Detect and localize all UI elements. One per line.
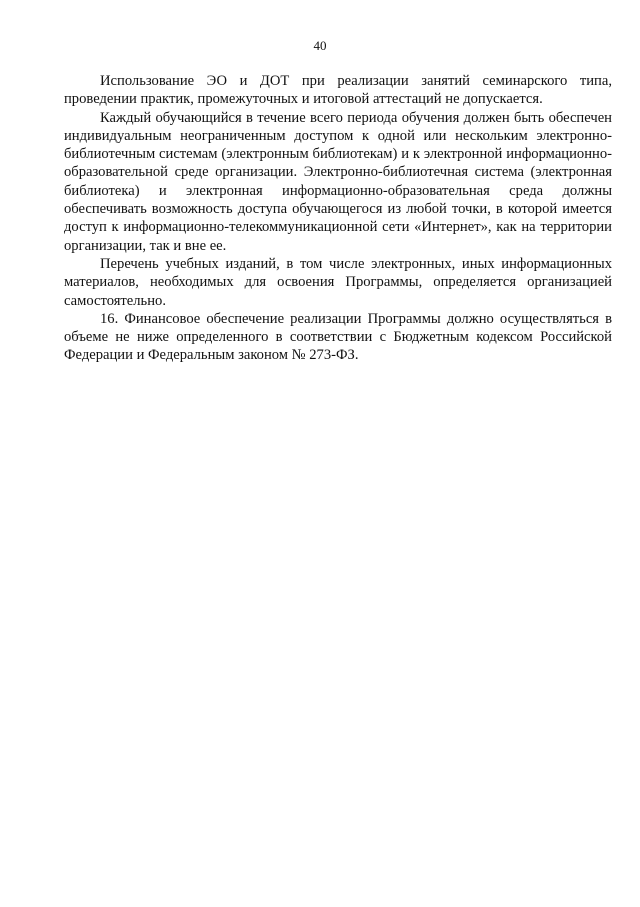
page-number: 40 [313, 38, 327, 53]
paragraph-financial-support: 16. Финансовое обеспечение реализации Программы должно осуществляться в объеме не ниже определенного в соответствии с Бюджетным кодексом Российской Федерации и Федеральным законом № 273-ФЗ. [64, 310, 612, 364]
paragraph-eo-dot-restriction: Использование ЭО и ДОТ при реализации занятий семинарского типа, проведении практик, промежуточных и итоговой аттестаций не допускается. [64, 73, 612, 108]
paragraph-educational-materials: Перечень учебных изданий, в том числе электронных, иных информационных материалов, необходимых для освоения Программы, определяется организацией самостоятельно. [64, 255, 612, 309]
paragraph-library-access: Каждый обучающийся в течение всего периода обучения должен быть обеспечен индивидуальным неограниченным доступом к одной или нескольким электронно-библиотечным системам (электронным библиотекам) и к электронной информационно-образовательной среде организации. Электронно-библиотечная система (электронная библиотека) и электронная информационно-образовательная среда должны обеспечивать возможность доступа обучающегося из любой точки, в которой имеется доступ к информационно-телекоммуникационной сети «Интернет», как на территории организации, так и вне ее. [64, 109, 612, 254]
document-body [64, 72, 612, 365]
